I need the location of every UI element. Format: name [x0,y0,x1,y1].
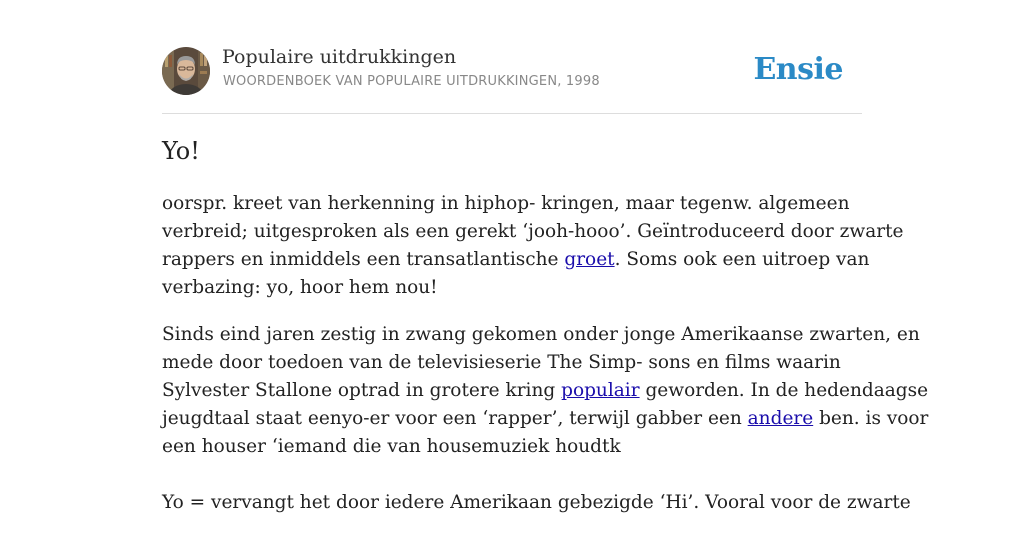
definition-paragraph [162,321,929,517]
text-line: Yo = vervangt het door iedere Amerikaan gebezigde ‘Hi’. Vooral voor de zwarte [162,492,911,513]
entry-header [162,0,862,114]
blank-line [162,461,862,489]
text-segment: jeugdtaal staat eenyo-er voor een ‘rapper’, terwijl gabber een [162,408,748,429]
source-subtitle: WOORDENBOEK VAN POPULAIRE UITDRUKKINGEN, 1998 [223,74,600,89]
text-segment: rappers en inmiddels een transatlantische [162,249,565,270]
author-portrait-icon [162,47,210,95]
text-segment: ben. is voor [813,408,929,429]
link-groet[interactable]: groet [564,249,615,270]
text-line: mede door toedoen van de televisieserie The Simp- sons en films waarin [162,352,841,373]
entry-title: Yo! [162,137,200,165]
author-avatar[interactable] [162,47,210,95]
text-segment: geworden. In de hedendaagse [639,380,929,401]
text-line: oorspr. kreet van herkenning in hiphop- kringen, maar tegenw. algemeen [162,193,850,214]
text-line: verbazing: yo, hoor hem nou! [162,277,438,298]
text-line: Sinds eind jaren zestig in zwang gekomen onder jonge Amerikaanse zwarten, en [162,324,920,345]
page-container [162,0,929,513]
text-line: verbreid; uitgesproken als een gerekt ‘jooh-hooo’. Geïntroduceerd door zwarte [162,221,904,242]
definition-paragraph [162,190,904,302]
ensie-logo[interactable]: Ensie [753,52,843,87]
link-andere[interactable]: andere [747,408,814,429]
text-line: een houser ‘iemand die van housemuziek houdtk [162,436,621,457]
text-line [162,405,929,433]
text-segment: . Soms ook een uitroep van [614,249,870,270]
text-line [162,377,929,405]
link-populair[interactable]: populair [561,380,640,401]
entry-definition [162,190,929,536]
text-line [162,246,870,274]
source-title[interactable]: Populaire uitdrukkingen [222,46,457,68]
text-segment: Sylvester Stallone optrad in grotere kring [162,380,562,401]
